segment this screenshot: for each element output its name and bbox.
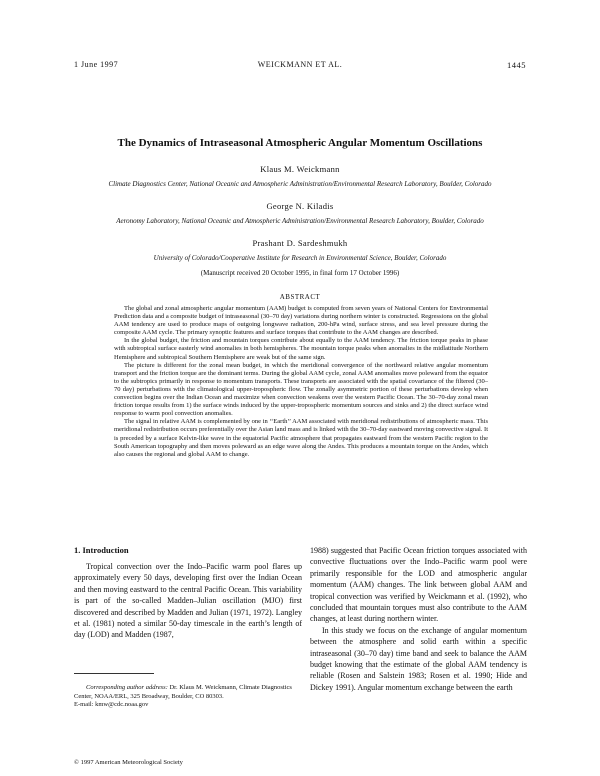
footnote-email: E-mail: kmw@cdc.noaa.gov <box>74 701 149 708</box>
author-affiliation: Aeronomy Laboratory, National Oceanic and Atmospheric Administration/Environmental Research Laboratory, Boulder, Colorado <box>116 217 484 225</box>
page-number: 1445 <box>507 60 526 70</box>
footnote-rule <box>74 673 154 674</box>
abstract-paragraph: The picture is different for the zonal mean budget, in which the meridional convergence of the northward relative angular momentum transport and the friction torque are the dominant terms. During the global AAM cycle, zonal AAM anomalies move poleward from the equator to the subtropics primarily in response to momentum transports. These transports are associated with the spatial covariance of the filtered (30–70 day) perturbations with the climatological upper-tropospheric flow. The zonally asymmetric portion of these perturbations develop when convection begins over the Indian Ocean and maximize when convection weakens over the western Pacific Ocean. The 30–70-day zonal mean friction torque results from 1) the surface winds induced by the upper-tropospheric momentum sources and sinks and 2) the direct surface wind response to warm pool convection anomalies. <box>114 361 488 418</box>
author-affiliation: Climate Diagnostics Center, National Oceanic and Atmospheric Administration/Environmental Research Laboratory, Boulder, Colorado <box>108 180 492 188</box>
abstract-paragraph: The signal in relative AAM is complemented by one in ‘‘Earth’’ AAM associated with meridional redistributions of atmospheric mass. This meridional redistribution occurs preferentially over the Asian land mass and is linked with the 30–70-day eastward moving convective signal. It is preceded by a surface Kelvin-like wave in the equatorial Pacific atmosphere that propagates eastward from the western Pacific region to the South American topography and then moves poleward as an edge wave along the Andes. This produces a mountain torque on the Andes, which also causes the regional and global AAM to change. <box>114 418 489 458</box>
intro-paragraph: In this study we focus on the exchange of angular momentum between the atmosphere and solid earth within a specific intraseasonal (30–70 day) time band and seek to balance the AAM budget knowing that the estimate of the global AAM tendency is reliable (Rosen and Salstein 1983; Rosen et al. 1990; Hide and Dickey 1991). Angular momentum exchange between the earth <box>310 625 527 692</box>
running-title: WEICKMANN ET AL. <box>257 60 343 69</box>
section-heading: 1. Introduction <box>74 545 129 555</box>
abstract-heading: ABSTRACT <box>279 293 321 301</box>
author-name: George N. Kiladis <box>266 201 334 211</box>
header-date: 1 June 1997 <box>74 60 119 69</box>
abstract-body <box>114 305 488 459</box>
intro-continuation: 1988) suggested that Pacific Ocean friction torques associated with convective fluctuations over the Indo–Pacific warm pool were primarily responsible for the LOD and atmospheric angular momentum (AAM) changes. The link between global AAM and tropical convection was verified by Weickmann et al. (1992), who concluded that mountain torques must also contribute to the AAM changes, at least during northern winter. <box>310 546 527 624</box>
footnote <box>74 684 302 710</box>
abstract-paragraph: The global and zonal atmospheric angular momentum (AAM) budget is computed from seven years of National Centers for Environmental Prediction data and a composite budget of intraseasonal (30–70 day) variations during northern winter is constructed. Regressions on the global AAM tendency are used to produce maps of outgoing longwave radiation, 200-hPa wind, surface stress, and sea level pressure during the composite AAM cycle. The primary synoptic features and surface torques that contribute to the AAM changes are described. <box>114 305 488 337</box>
intro-paragraph: Tropical convection over the Indo–Pacific warm pool flares up approximately every 50 days, developing first over the Indian Ocean and then moving eastward to the central Pacific Ocean. This variability is part of the so-called Madden–Julian oscillation (MJO) first discovered and described by Madden and Julian (1971, 1972). Langley et al. (1981) noted a similar 50-day timescale in the earth’s length of day (LOD) and Madden (1987, <box>74 562 302 640</box>
copyright: © 1997 American Meteorological Society <box>74 759 183 766</box>
left-column <box>74 561 302 641</box>
author-name: Prashant D. Sardeshmukh <box>252 238 348 248</box>
right-column <box>310 545 527 693</box>
footnote-label: Corresponding author address: <box>86 684 168 691</box>
abstract-paragraph: In the global budget, the friction and mountain torques contribute about equally to the AAM tendency. The friction torque peaks in phase with subtropical surface easterly wind anomalies in both hemispheres. The mountain torque peaks when anomalies in the midlatitude Northern Hemisphere and subtropical Southern Hemisphere are weak but of the same sign. <box>114 337 488 361</box>
footnote-text: Dr. Klaus M. Weickmann, Climate Diagnostics Center, NOAA/ERL, 325 Broadway, Boulder, CO 80303. <box>74 684 292 700</box>
manuscript-note: (Manuscript received 20 October 1995, in final form 17 October 1996) <box>200 269 400 277</box>
paper-title: The Dynamics of Intraseasonal Atmospheric Angular Momentum Oscillations <box>117 137 483 149</box>
author-name: Klaus M. Weickmann <box>260 164 340 174</box>
author-affiliation: University of Colorado/Cooperative Institute for Research in Environmental Science, Boulder, Colorado <box>153 254 447 262</box>
